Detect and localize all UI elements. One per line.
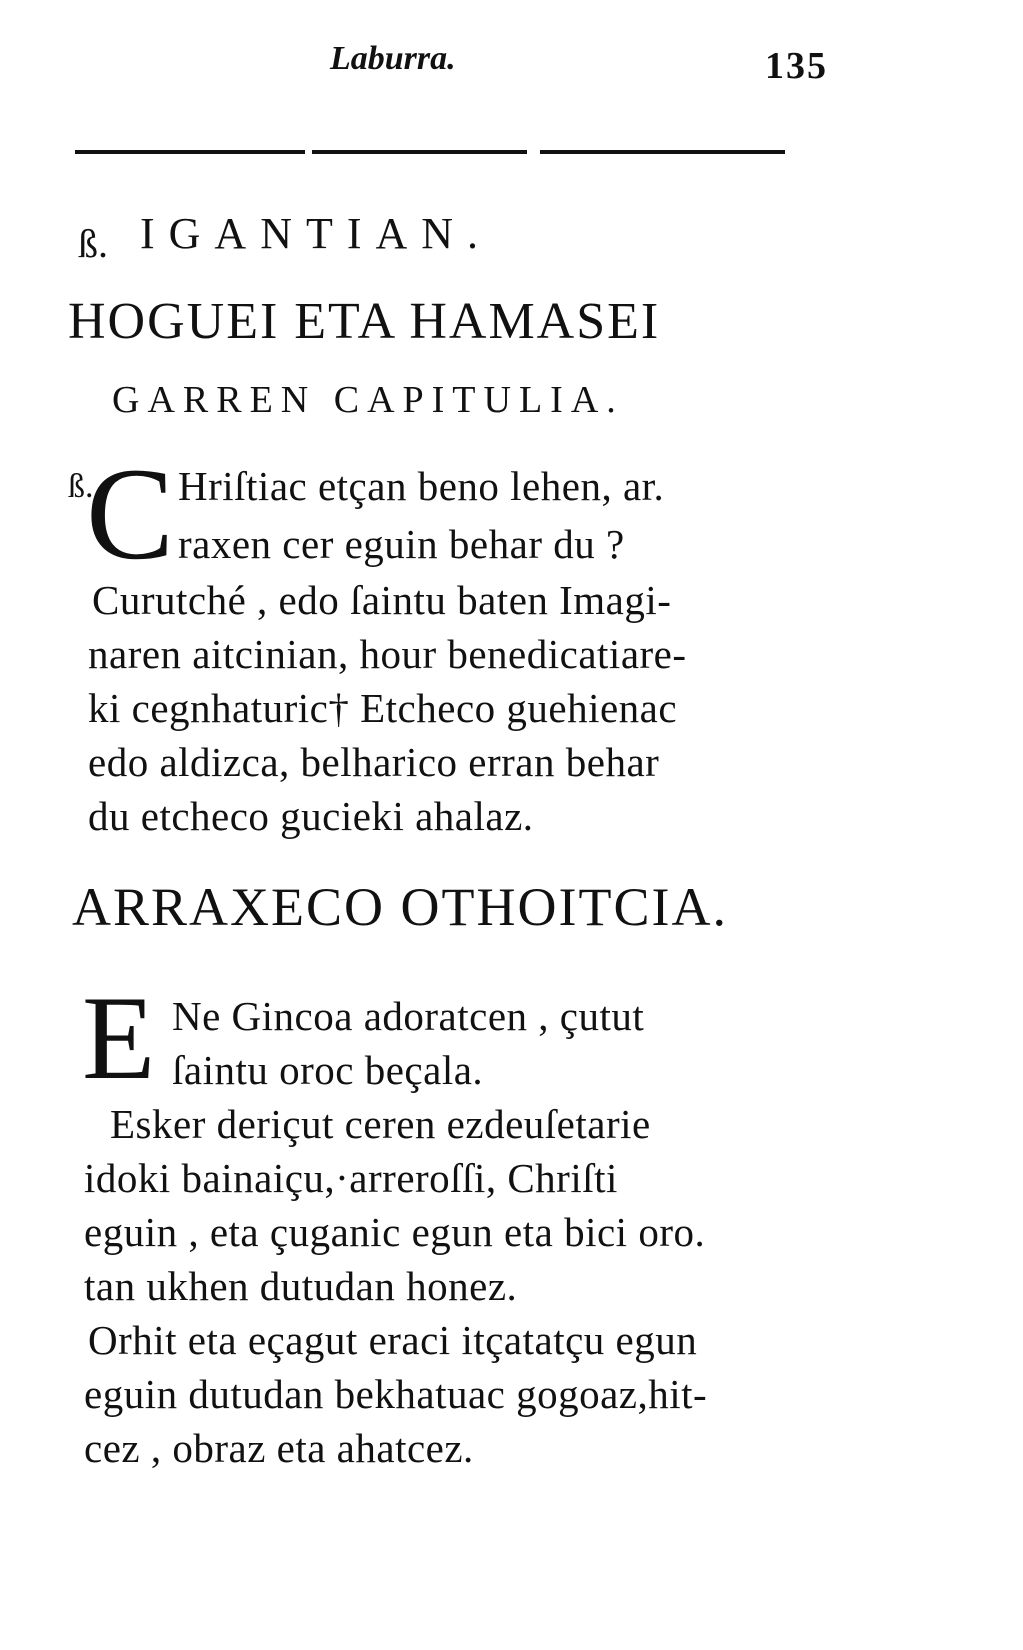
header-rule-left xyxy=(75,150,305,154)
prayer-line: Esker deriçut ceren ezdeuſetarie xyxy=(110,1101,651,1147)
section-heading: IGANTIAN. xyxy=(140,209,493,258)
drop-cap: C xyxy=(86,440,175,587)
prayer-line: ſaintu oroc beçala. xyxy=(172,1047,484,1093)
running-title: Laburra. xyxy=(330,40,456,77)
chapter-title-line-1: HOGUEI ETA HAMASEI xyxy=(68,293,661,350)
drop-cap: E xyxy=(82,971,156,1104)
paragraph-line: Hriſtiac etçan beno lehen, ar. xyxy=(178,463,665,509)
header-rule-right xyxy=(540,150,785,154)
paragraph-line: edo aldizca, belharico erran behar xyxy=(88,739,660,785)
paragraph-mark: ß. xyxy=(68,468,94,505)
prayer-line: eguin dutudan bekhatuac gogoaz,hit- xyxy=(84,1371,708,1417)
paragraph-line: Curutché , edo ſaintu baten Imagi- xyxy=(92,577,672,623)
paragraph-line: raxen cer eguin behar du ? xyxy=(178,521,625,567)
prayer-line: tan ukhen dutudan honez. xyxy=(84,1263,518,1309)
prayer-line: cez , obraz eta ahatcez. xyxy=(84,1425,474,1471)
prayer-line: idoki bainaiçu,·arreroſſi, Chriſti xyxy=(84,1155,618,1201)
prayer-line: Orhit eta eçagut eraci itçatatçu egun xyxy=(88,1317,698,1363)
chapter-title-line-2: GARREN CAPITULIA. xyxy=(112,379,624,421)
prayer-line: Ne Gincoa adoratcen , çutut xyxy=(172,993,645,1039)
prayer-title: ARRAXECO OTHOITCIA. xyxy=(72,877,728,937)
paragraph-line: du etcheco gucieki ahalaz. xyxy=(88,793,534,839)
page-number: 135 xyxy=(765,45,828,87)
paragraph-line: ki cegnhaturic† Etcheco guehienac xyxy=(88,685,678,731)
paragraph-line: naren aitcinian, hour benedicatiare- xyxy=(88,631,687,677)
section-mark: ß. xyxy=(78,221,108,266)
header-rule-middle xyxy=(312,150,527,154)
prayer-line: eguin , eta çuganic egun eta bici oro. xyxy=(84,1209,706,1255)
